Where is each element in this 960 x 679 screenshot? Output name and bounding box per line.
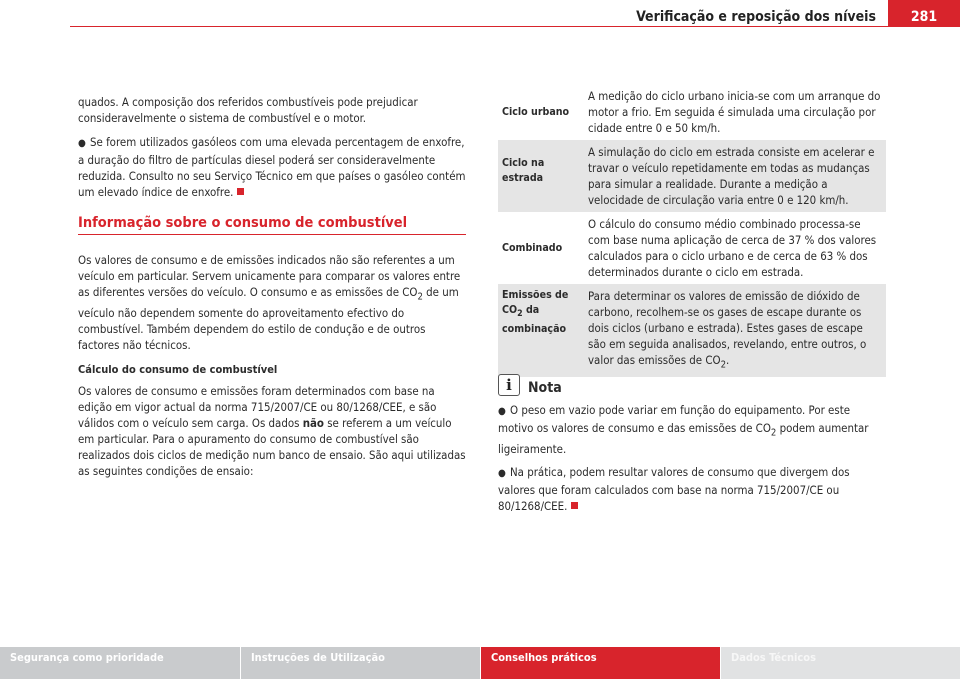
header-rule [70, 26, 960, 27]
table-row [498, 84, 886, 140]
test-paragraph [78, 383, 466, 479]
note-b1-sub: 2 [770, 427, 777, 439]
desc-emissoes-a: Para determinar os valores de emissão de dióxido de carbono, recolhem-se os gases de escape durante os dois ciclos (urbano e estrada). Estes gases de escape são em seguida analisados, revelando, entre outros, o valor das emissões de CO [588, 289, 867, 367]
end-of-section-icon [571, 502, 578, 509]
term-estrada: Ciclo na estrada [498, 140, 584, 212]
note-label: Nota [528, 380, 562, 396]
para1-text-b: de um veículo não dependem somente do aproveitamento efectivo do combustível. Também dependem do estilo de condução e de outros factores não técnicos. [78, 285, 459, 353]
term-emissoes-sub: 2 [517, 309, 523, 320]
sulfur-bullet [78, 134, 466, 200]
tab-instrucoes[interactable]: Instruções de Utilização [240, 647, 480, 679]
para1-text-a: Os valores de consumo e de emissões indicados não são referentes a um veículo em particular. Servem unicamente para comparar os valores entre as diferentes versões do veículo. O consumo e as emissões de CO [78, 253, 461, 299]
footer-nav [0, 647, 960, 679]
end-of-section-icon [237, 188, 244, 195]
subheading: Cálculo do consumo de combustível [78, 363, 278, 377]
desc-emissoes-sub: 2 [720, 359, 727, 371]
section-title: Informação sobre o consumo de combustível [78, 215, 466, 235]
note-b1-b: podem aumentar ligeiramente. [498, 421, 869, 457]
note-header [498, 374, 886, 396]
bullet-icon: ● [498, 468, 506, 480]
intro-paragraph: quados. A composição dos referidos combustíveis pode prejudicar consideravelmente o sistema de combustível e o motor. [78, 95, 418, 125]
note-b2-text: Na prática, podem resultar valores de consumo que divergem dos valores que foram calculados com base na norma 715/2007/CE ou 80/1268/CEE. [498, 465, 850, 514]
tab-conselhos[interactable]: Conselhos práticos [480, 647, 720, 679]
consumption-text [78, 252, 466, 479]
table-row [498, 284, 886, 377]
desc-emissoes-b: . [726, 353, 730, 367]
para2-text-b: se referem a um veículo em particular. Para o apuramento do consumo de combustível são realizados dois ciclos de medição num banco de ensaio. São aqui utilizadas as seguintes condições de ensaio: [78, 416, 466, 479]
note-bullet-1 [498, 402, 886, 457]
tab-seguranca[interactable]: Segurança como prioridade [0, 647, 240, 679]
term-emissoes-b: da combinação [502, 304, 567, 336]
test-cycle-table [498, 84, 886, 377]
term-emissoes [498, 284, 584, 377]
note-b1-a: O peso em vazio pode variar em função do equipamento. Por este motivo os valores de consumo e das emissões de CO [498, 403, 851, 435]
para1-subscript: 2 [417, 291, 423, 303]
consumption-paragraph [78, 252, 466, 353]
desc-urbano: A medição do ciclo urbano inicia-se com um arranque do motor a frio. Em seguida é simulada uma circulação por cidade entre 0 e 50 km/h. [588, 89, 881, 135]
left-column [78, 94, 466, 200]
table-row [498, 140, 886, 212]
bullet-icon: ● [78, 138, 86, 149]
note-box [498, 374, 886, 521]
para2-bold: não [302, 416, 324, 431]
desc-combinado: O cálculo do consumo médio combinado processa-se com base numa aplicação de cerca de 37 % dos valores calculados para o ciclo urbano e de cerca de 63 % dos determinados durante o ciclo em estrada. [588, 217, 877, 279]
table-row [498, 212, 886, 284]
sulfur-bullet-text: Se forem utilizados gasóleos com uma elevada percentagem de enxofre, a duração do filtro de partículas diesel poderá ser consideravelmente reduzida. Consulto no seu Serviço Técnico em que países o gasóleo contém um elevado índice de enxofre. [78, 135, 466, 199]
term-urbano: Ciclo urbano [502, 105, 570, 118]
term-emissoes-a: Emissões de CO [502, 289, 569, 316]
note-bullet-2 [498, 464, 886, 514]
header-title: Verificação e reposição dos níveis [636, 9, 876, 25]
page-number: 281 [888, 0, 960, 26]
term-combinado: Combinado [502, 241, 563, 254]
desc-estrada: A simulação do ciclo em estrada consiste em acelerar e travar o veículo repetidamente em todas as mudanças para simular a realidade. Durante a medição a velocidade de circulação varia entre 0 e 120 km/h. [584, 140, 886, 212]
bullet-icon: ● [498, 406, 506, 417]
para2-text-a: Os valores de consumo e emissões foram determinados com base na edição em vigor actual da norma 715/2007/CE ou 80/1268/CEE, e são válidos com o veículo sem carga. Os dados [78, 384, 437, 431]
info-icon: i [498, 374, 520, 396]
tab-dados-tecnicos[interactable]: Dados Técnicos [720, 647, 960, 679]
desc-emissoes [584, 284, 886, 377]
